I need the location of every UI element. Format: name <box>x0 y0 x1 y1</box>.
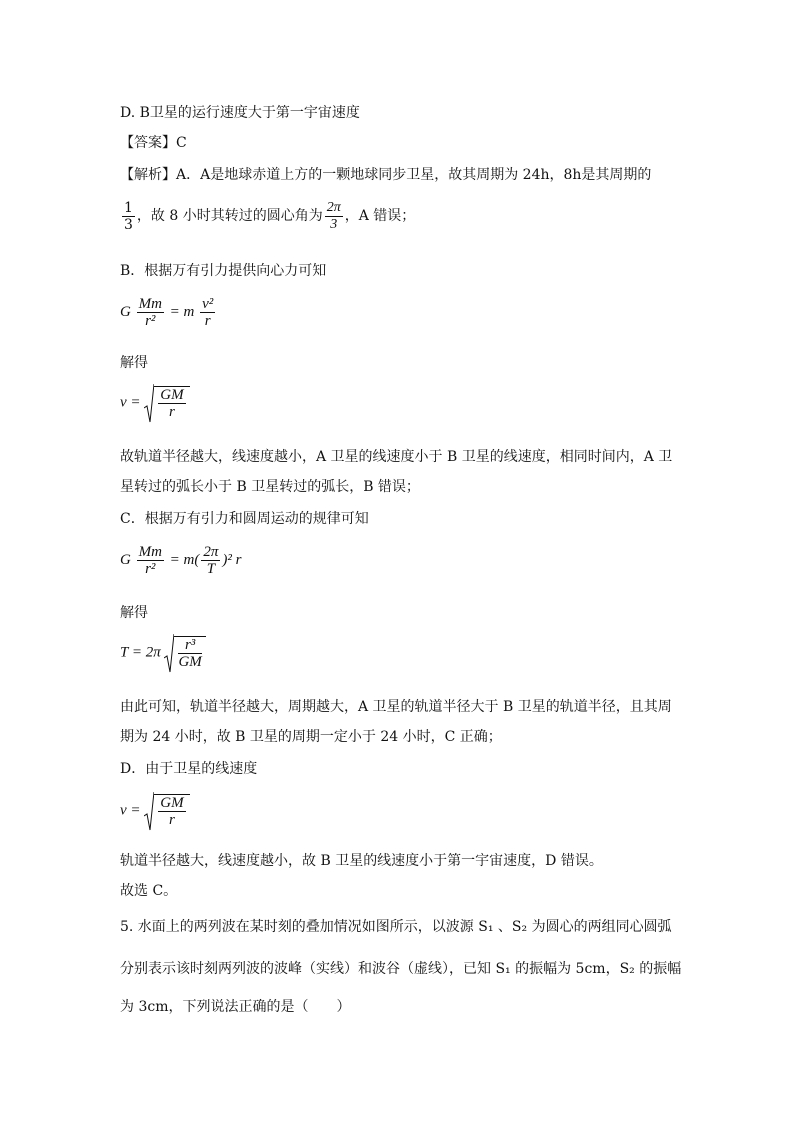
option-b-conclusion-1: 故轨道半径越大，线速度越小，A 卫星的线速度小于 B 卫星的线速度，相同时间内，A 卫 <box>120 449 673 465</box>
solve-label-1: 解得 <box>120 355 148 371</box>
option-c-conclusion-1: 由此可知，轨道半径越大，周期越大，A 卫星的轨道半径大于 B 卫星的轨道半径，且其周 <box>120 699 672 715</box>
formula-period: T = 2π $\frac{\text{r³}}{GM}$ <box>120 636 206 670</box>
answer-line: 【答案】C <box>120 135 187 151</box>
question-5-line1: 5. 水面上的两列波在某时刻的叠加情况如图所示，以波源 S₁ 、S₂ 为圆心的两组同心圆弧 <box>120 919 672 935</box>
analysis-a-line2 <box>120 196 415 236</box>
formula-gravity-centripetal: G $\frac{Mm}{\text{r²}}$ = m $\frac{\text{v²}}{r}$ <box>120 296 214 329</box>
final-choice: 故选 C。 <box>120 883 178 899</box>
sqrt-sign-icon <box>144 384 154 424</box>
question-5-line2: 分别表示该时刻两列波的波峰（实线）和波谷（虚线），已知 S₁ 的振幅为 5cm，S₂ 的振幅 <box>120 961 682 977</box>
analysis-a-text-end: ，A 错误； <box>344 208 416 224</box>
sqrt-sign-icon <box>164 634 174 674</box>
formula-gravity-period: G $\frac{Mm}{\text{r²}}$ = m( $\frac{2\pi}{T}$ )² r <box>120 544 242 577</box>
option-b-conclusion-2: 星转过的弧长小于 B 卫星转过的弧长，B 错误； <box>120 479 420 495</box>
fraction-one-third: $\frac{1}{3}$ <box>124 199 133 233</box>
option-c-heading: C．根据万有引力和圆周运动的规律可知 <box>120 511 369 527</box>
option-d-conclusion: 轨道半径越大，线速度越小，故 B 卫星的线速度小于第一宇宙速度，D 错误。 <box>120 853 603 869</box>
formula-velocity-1: v = $\frac{GM}{r}$ <box>120 386 190 420</box>
option-c-conclusion-2: 期为 24 小时，故 B 卫星的周期一定小于 24 小时，C 正确； <box>120 729 502 745</box>
fraction-two-pi-thirds: $\frac{2\pi}{3}$ <box>326 199 341 232</box>
analysis-a-line1: 【解析】A．A是地球赤道上方的一颗地球同步卫星，故其周期为 24h，8h是其周期的 <box>120 167 652 183</box>
analysis-a-text-mid: ，故 8 小时其转过的圆心角为 <box>136 208 323 224</box>
option-b-heading: B．根据万有引力提供向心力可知 <box>120 263 327 279</box>
formula-velocity-2: v = $\frac{GM}{r}$ <box>120 794 190 828</box>
sqrt-sign-icon <box>144 792 154 832</box>
question-5-line3: 为 3cm，下列说法正确的是（ ） <box>120 999 351 1015</box>
solve-label-2: 解得 <box>120 605 148 621</box>
option-d-line: D. B卫星的运行速度大于第一宇宙速度 <box>120 105 360 121</box>
option-d-heading: D．由于卫星的线速度 <box>120 761 258 777</box>
